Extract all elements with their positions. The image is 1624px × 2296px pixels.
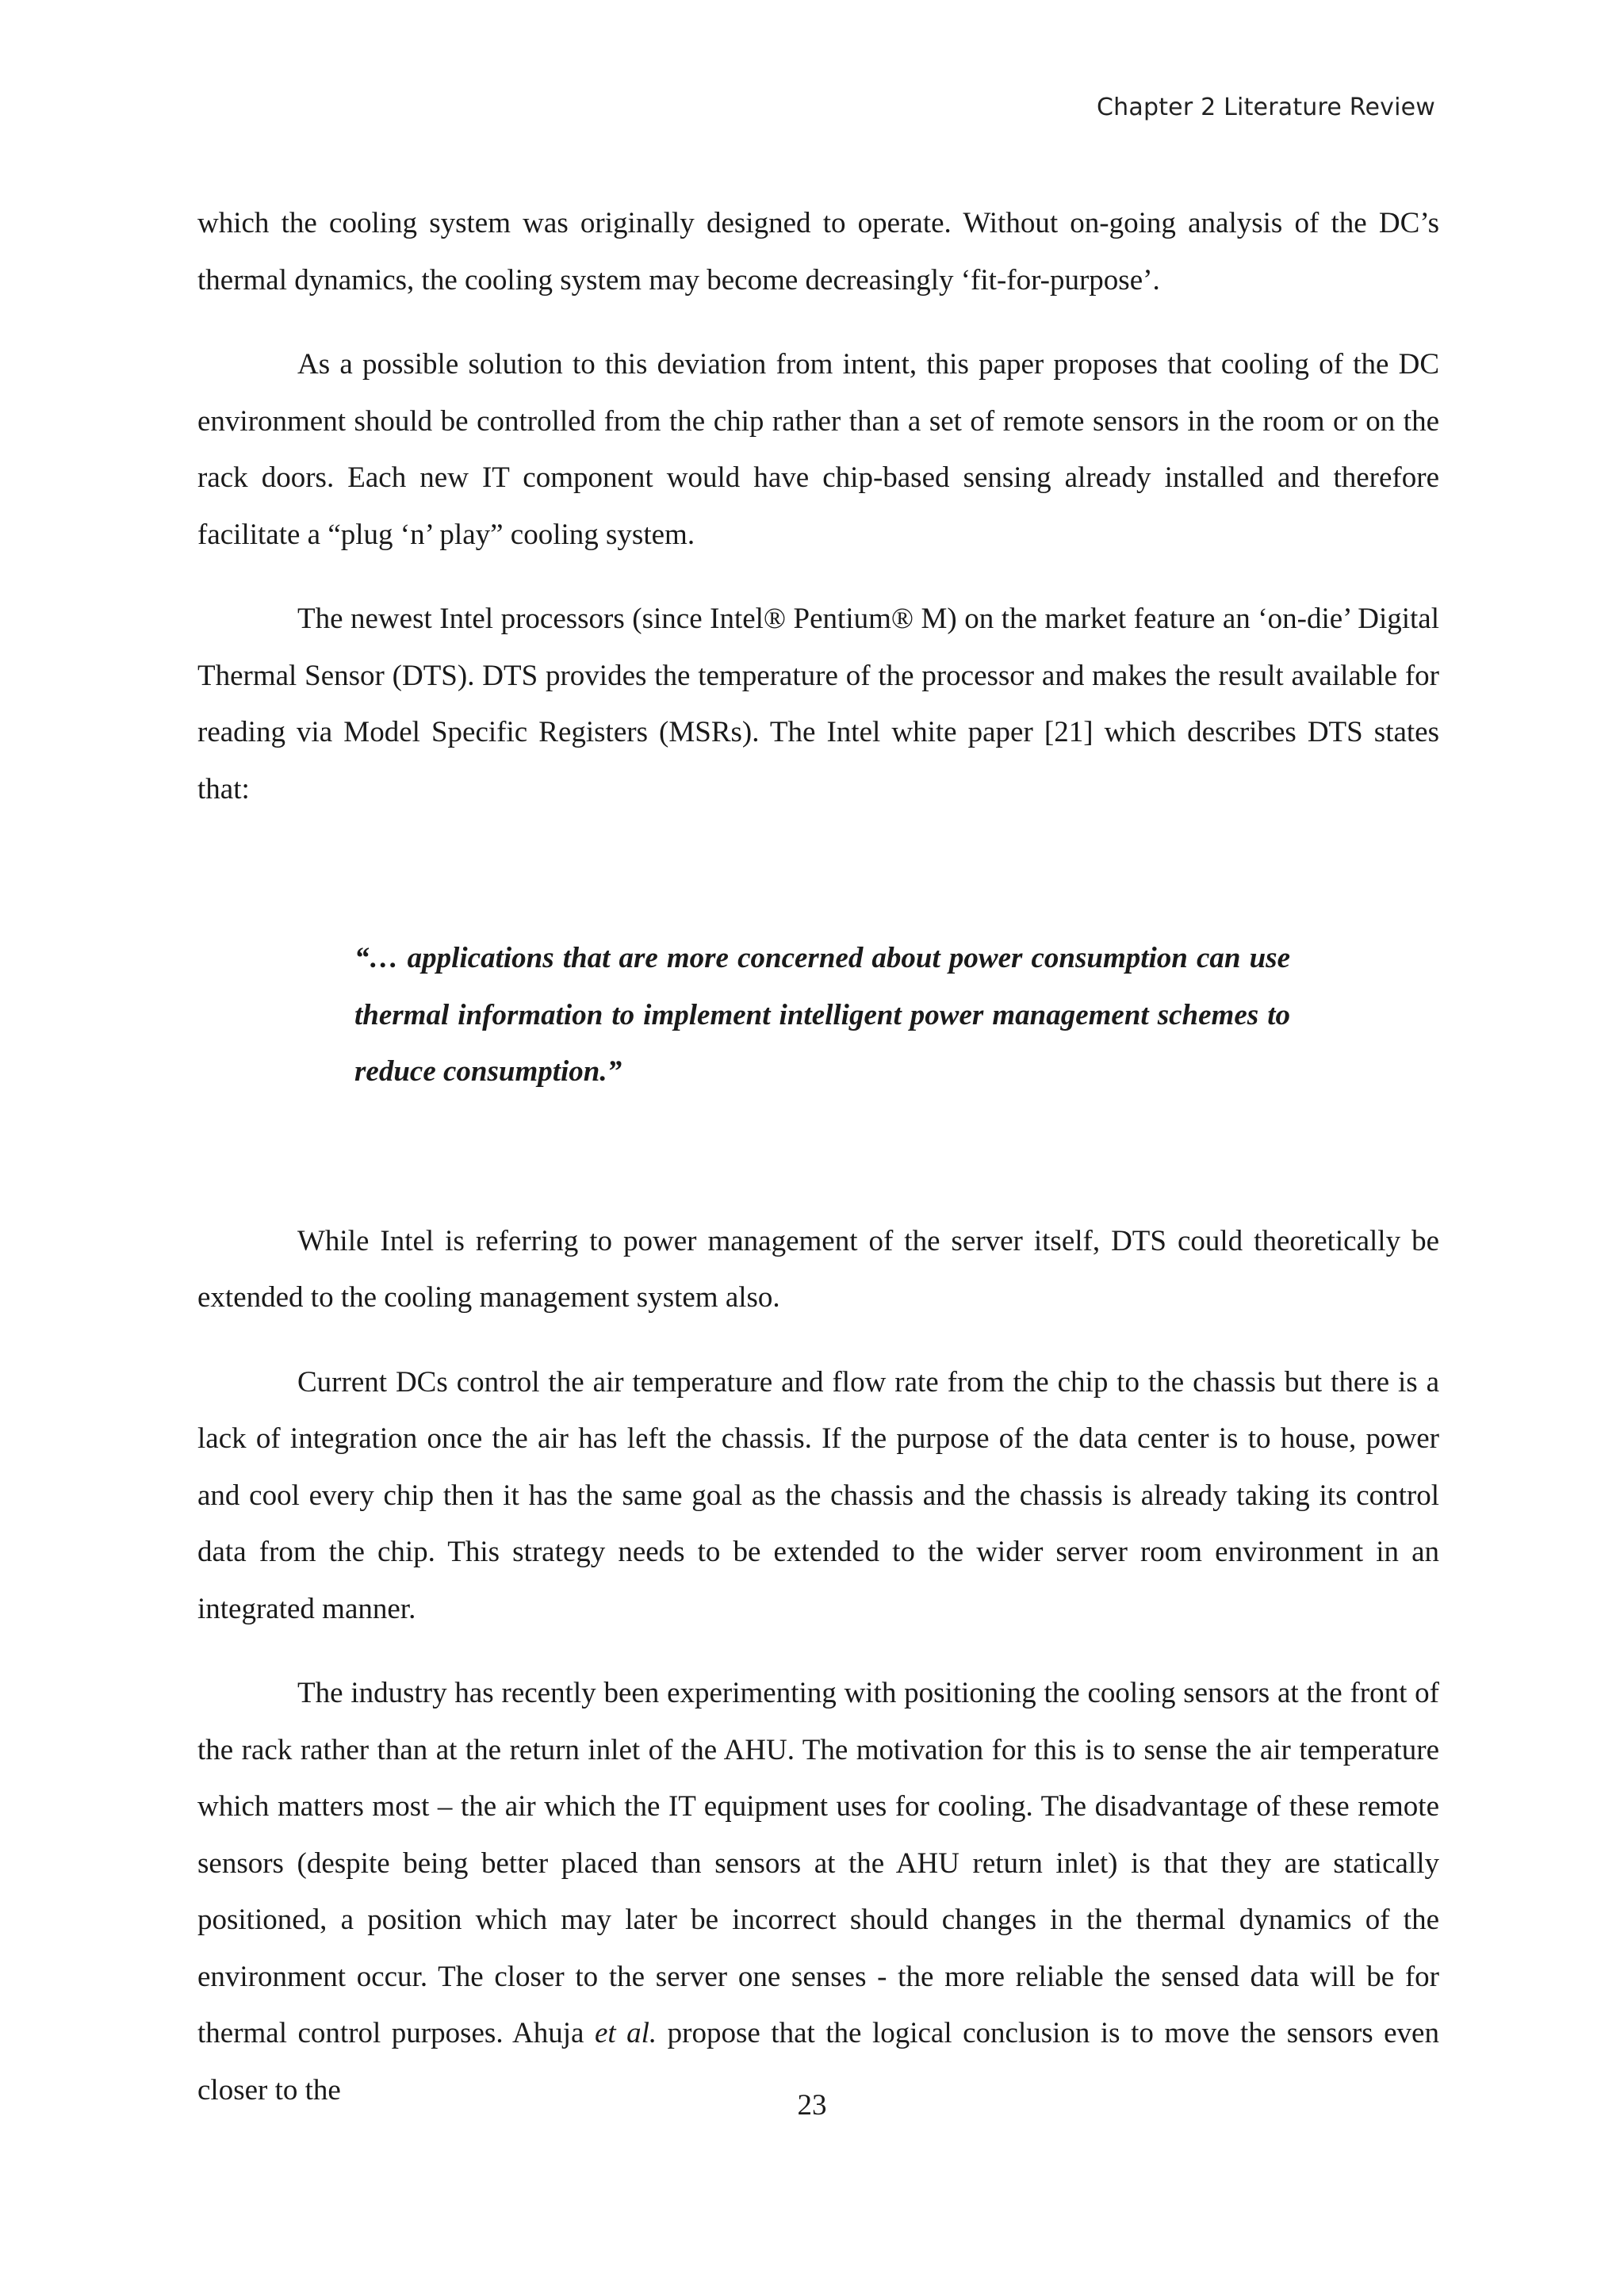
ahuja-suffix: propose that the logical conclusion is to move the sensors even closer to the <box>197 2017 1439 2107</box>
paragraph-sensor-positioning-text: The industry has recently been experimenting with positioning the cooling sensors at the front of the rack rather than at the return inlet of the AHU. The motivation for this is to sense the air temperature which matters most – the air which the IT equipment uses for cooling. The disadvantage of these remote sensors (despite being better placed than sensors at the AHU return inlet) is that they are statically positioned, a position which may later be incorrect should changes in the thermal dynamics of the environment occur. The closer to the server one senses - the more reliable the sensed data will be for thermal control purposes. <box>197 1677 1439 2049</box>
paragraph-continuation: which the cooling system was originally designed to operate. Without on-going analysis of the DC’s thermal dynamics, the cooling system may become decreasingly ‘fit-for-purpose’. <box>197 207 1439 297</box>
paragraph-intel-dts: The newest Intel processors (since Intel® Pentium® M) on the market feature an ‘on-die’ Digital Thermal Sensor (DTS). DTS provides the temperature of the processor and makes the result available for reading via Model Specific Registers (MSRs). The Intel white paper [21] which describes DTS states that: <box>197 603 1439 806</box>
running-header: Chapter 2 Literature Review <box>1097 94 1435 121</box>
paragraph-current-dcs: Current DCs control the air temperature and flow rate from the chip to the chassis but there is a lack of integration once the air has left the chassis. If the purpose of the data center is to house, power and cool every chip then it has the same goal as the chassis and the chassis is already taking its control data from the chip. This strategy needs to be extended to the wider server room environment in an integrated manner. <box>197 1365 1439 1625</box>
page-number: 23 <box>797 2089 827 2122</box>
paragraph-sensor-positioning <box>197 1665 1439 2118</box>
body-text <box>197 195 1439 2146</box>
ahuja-prefix: Ahuja <box>512 2017 595 2049</box>
et-al-italic: et al. <box>594 2017 657 2049</box>
paragraph-power-management: While Intel is referring to power management of the server itself, DTS could theoretically be extended to the cooling management system also. <box>197 1224 1439 1314</box>
paragraph-proposal: As a possible solution to this deviation from intent, this paper proposes that cooling of the DC environment should be controlled from the chip rather than a set of remote sensors in the room or on the rack doors. Each new IT component would have chip-based sensing already installed and therefore facilitate a “plug ‘n’ play” cooling system. <box>197 348 1439 551</box>
block-quote: “… applications that are more concerned about power consumption can use thermal information to implement intelligent power management schemes to reduce consumption.” <box>354 942 1290 1088</box>
